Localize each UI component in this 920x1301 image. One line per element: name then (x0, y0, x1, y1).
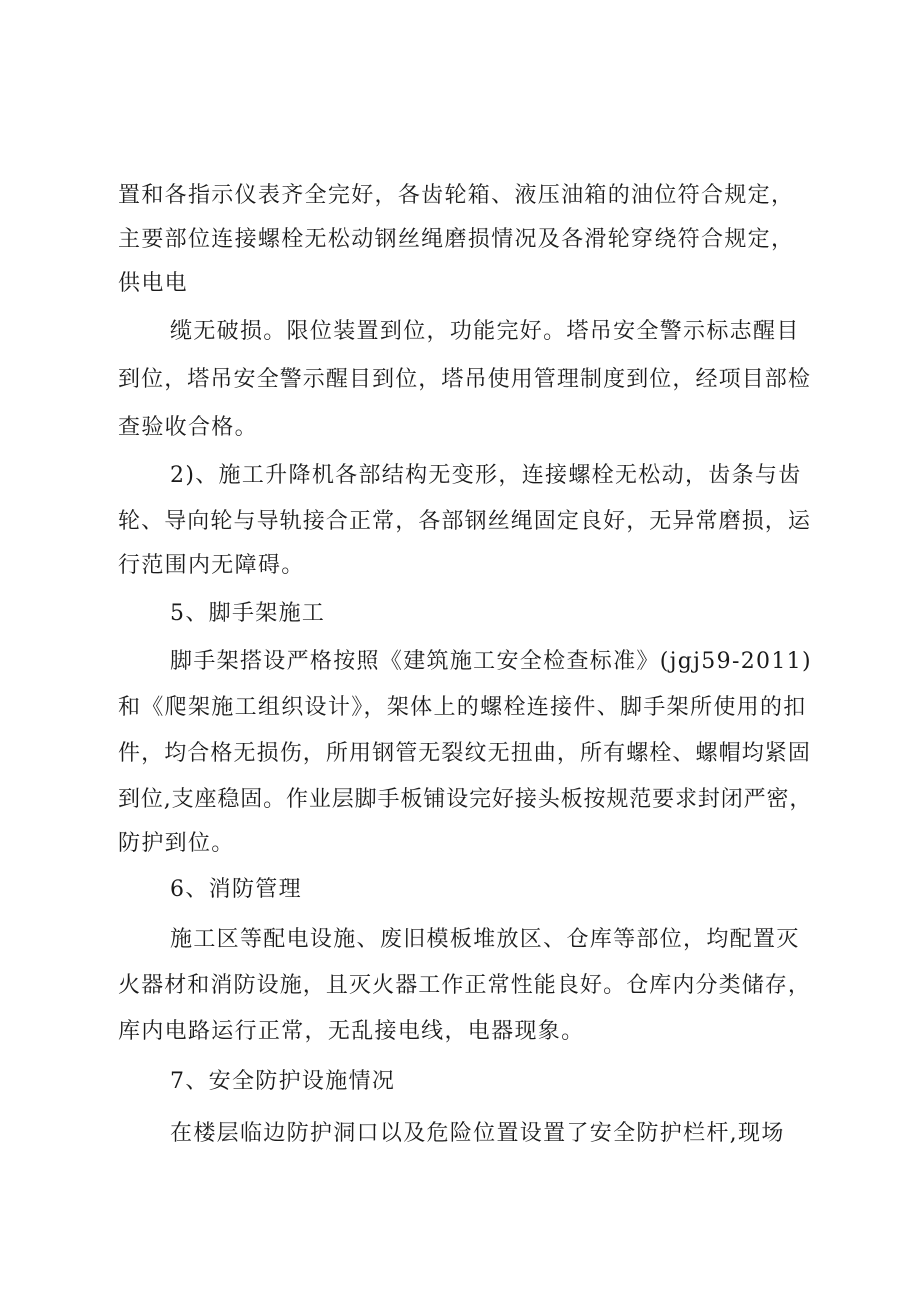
text-line: 缆无破损。限位装置到位，功能完好。塔吊安全警示标志醒目 (170, 319, 800, 344)
text-line: 到位,支座稳固。作业层脚手板铺设完好接头板按规范要求封闭严密， (118, 787, 813, 812)
text-line: 供电电 (118, 271, 188, 296)
section-heading: 5、脚手架施工 (170, 601, 326, 626)
text-line: 轮、导向轮与导轨接合正常，各部钢丝绳固定良好，无异常磨损，运 (118, 509, 812, 534)
section-heading: 6、消防管理 (170, 877, 302, 902)
text-line: 防护到位。 (118, 831, 235, 856)
text-line: 到位，塔吊安全警示醒目到位，塔吊使用管理制度到位，经项目部检 (118, 367, 812, 392)
text-line: 库内电路运行正常，无乱接电线，电器现象。 (118, 1019, 585, 1044)
text-line: 查验收合格。 (118, 415, 258, 440)
text-line: 施工区等配电设施、废旧模板堆放区、仓库等部位，均配置灭 (170, 927, 800, 952)
text-line: 和《爬架施工组织设计》，架体上的螺栓连接件、脚手架所使用的扣 (118, 695, 807, 720)
text-line: 主要部位连接螺栓无松动钢丝绳磨损情况及各滑轮穿绕符合规定， (118, 227, 795, 252)
text-line: 2)、施工升降机各部结构无变形，连接螺栓无松动，齿条与齿 (170, 463, 802, 488)
text-line: 置和各指示仪表齐全完好，各齿轮箱、液压油箱的油位符合规定， (118, 183, 795, 208)
text-line: 行范围内无障碍。 (118, 553, 305, 578)
text-line: 火器材和消防设施，且灭火器工作正常性能良好。仓库内分类储存， (118, 973, 812, 998)
text-line: 在楼层临边防护洞口以及危险位置设置了安全防护栏杆,现场 (170, 1121, 785, 1146)
text-line: 脚手架搭设严格按照《建筑施工安全检查标准》(jgj59-2011) (170, 649, 812, 674)
section-heading: 7、安全防护设施情况 (170, 1069, 396, 1094)
text-line: 件，均合格无损伤，所用钢管无裂纹无扭曲，所有螺栓、螺帽均紧固 (118, 741, 812, 766)
